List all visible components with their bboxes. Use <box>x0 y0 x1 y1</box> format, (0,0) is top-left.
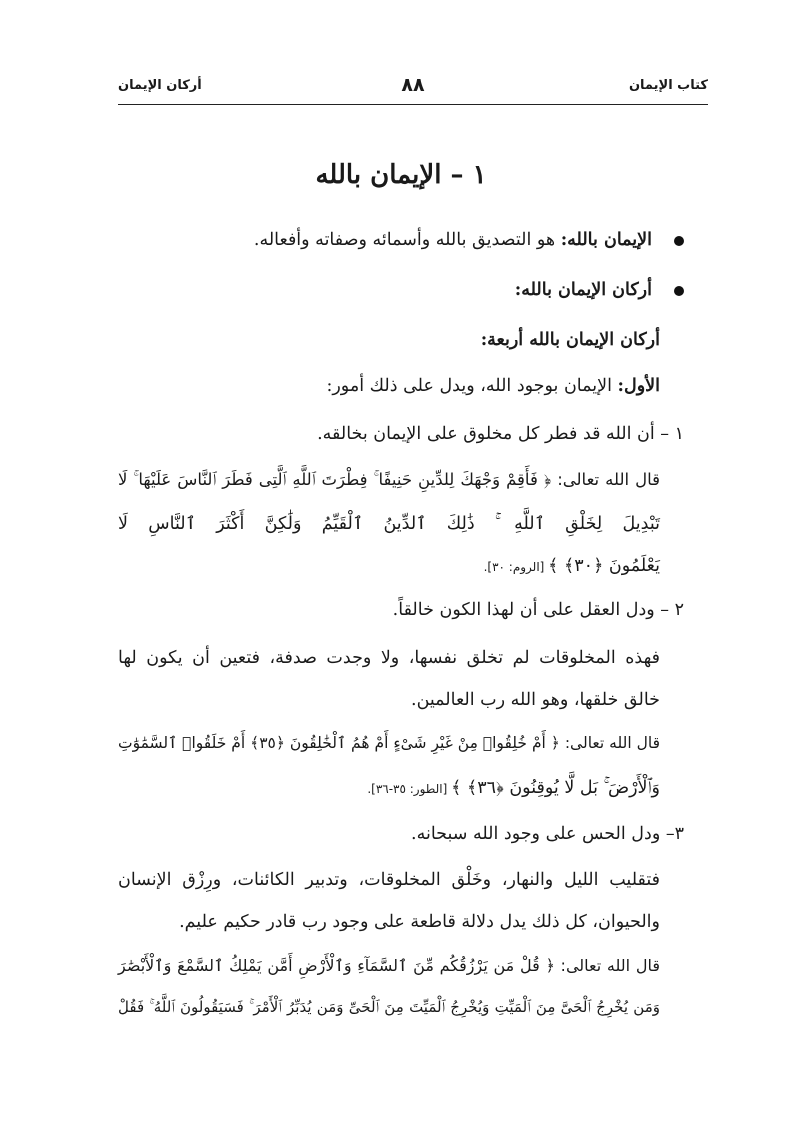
bullet-icon <box>674 236 684 246</box>
header-chapter-title: أركان الإيمان <box>118 78 202 93</box>
verse-3-line-2: وَمَن يُخْرِجُ ٱلْحَىَّ مِنَ ٱلْمَيِّتِ وَيُخْرِجُ ٱلْمَيِّتَ مِنَ ٱلْحَىِّ وَمَن يُدَبِّرُ ٱلْأَمْرَ ۚ فَسَيَقُولُونَ ٱللَّهُ ۚ فَقُلْ <box>118 998 660 1016</box>
running-header <box>118 74 708 104</box>
point-3-text-2: والحيوان، كل ذلك يدل دلالة قاطعة على وجود رب قادر حكيم عليم. <box>179 912 660 932</box>
verse-1-line-1: قال الله تعالى: ﴿ فَأَقِمْ وَجْهَكَ لِلدِّينِ حَنِيفًا ۚ فِطْرَتَ ٱللَّهِ ٱلَّتِى فَطَرَ ٱلنَّاسَ عَلَيْهَا ۚ لَا <box>118 470 660 489</box>
pillars-heading: أركان الإيمان بالله: <box>514 280 652 300</box>
verse-1-end: يَعْلَمُونَ ﴿٣٠﴾ ﴾ <box>548 556 660 576</box>
verse-2-line-1: قال الله تعالى: ﴿ أَمْ خُلِقُوا۟ مِنْ غَيْرِ شَىْءٍ أَمْ هُمُ ٱلْخَٰلِقُونَ ﴿٣٥﴾ أَمْ خَلَقُوا۟ ٱلسَّمَٰوَٰتِ <box>118 734 660 752</box>
verse-1-reference: [الروم: ٣٠]. <box>483 560 549 574</box>
header-rule <box>118 104 708 105</box>
verse-1-line-3 <box>484 556 660 576</box>
point-3: ٣– ودل الحس على وجود الله سبحانه. <box>411 824 684 844</box>
header-book-title: كتاب الإيمان <box>628 78 708 93</box>
definition-text: هو التصديق بالله وأسمائه وصفاته وأفعاله. <box>253 230 561 250</box>
point-2-text-1: فهذه المخلوقات لم تخلق نفسها، ولا وجدت صدفة، فتعين أن يكون لها <box>118 648 660 668</box>
pillars-count-heading: أركان الإيمان بالله أربعة: <box>480 330 660 350</box>
verse-2-line-2 <box>367 778 660 798</box>
point-1: ١ – أن الله قد فطر كل مخلوق على الإيمان بخالقه. <box>317 424 684 444</box>
verse-1-line-2: تَبْدِيلَ لِخَلْقِ ٱللَّهِ ۚ ذَٰلِكَ ٱلدِّينُ ٱلْقَيِّمُ وَلَٰكِنَّ أَكْثَرَ ٱلنَّاسِ لَا <box>118 514 660 534</box>
point-2-text-2: خالق خلقها، وهو الله رب العالمين. <box>411 690 660 710</box>
page-number: ٨٨ <box>401 74 425 96</box>
first-text: الإيمان بوجود الله، ويدل على ذلك أمور: <box>326 376 618 396</box>
definition-label: الإيمان بالله: <box>560 230 652 250</box>
bullet-definition <box>254 230 684 250</box>
first-label: الأول: <box>617 376 660 396</box>
point-3-text-1: فتقليب الليل والنهار، وخَلْق المخلوقات، وتدبير الكائنات، ورِزْق الإنسان <box>118 870 660 890</box>
bullet-icon <box>674 286 684 296</box>
verse-2-end: وَٱلْأَرْضَ ۚ بَل لَّا يُوقِنُونَ ﴿٣٦﴾ ﴾ <box>451 778 660 798</box>
verse-3-line-1: قال الله تعالى: ﴿ قُلْ مَن يَرْزُقُكُم مِّنَ ٱلسَّمَآءِ وَٱلْأَرْضِ أَمَّن يَمْلِكُ ٱلسَّمْعَ وَٱلْأَبْصَٰرَ <box>118 956 660 975</box>
bullet-pillars <box>515 280 684 300</box>
point-2: ٢ – ودل العقل على أن لهذا الكون خالقاً. <box>392 600 684 620</box>
section-title: ١ – الإيمان بالله <box>315 160 487 190</box>
first-pillar-line <box>326 376 660 396</box>
verse-2-reference: [الطور: ٣٥-٣٦]. <box>367 782 452 796</box>
